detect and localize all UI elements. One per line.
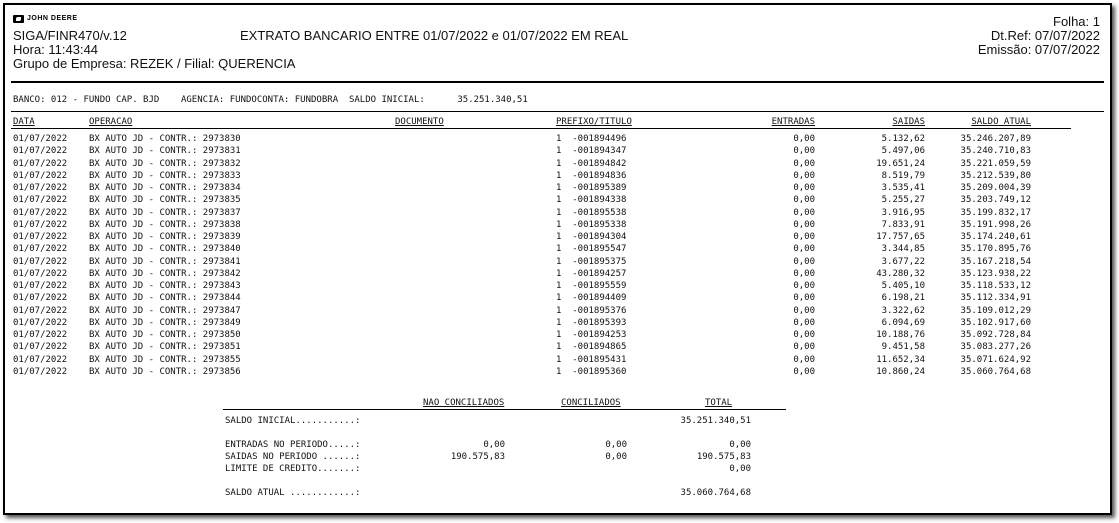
cell-entradas: 0,00 xyxy=(793,256,815,267)
summary-total: 0,00 xyxy=(729,440,751,450)
cell-data: 01/07/2022 xyxy=(13,146,68,157)
report-page xyxy=(3,3,1112,515)
cell-entradas: 0,00 xyxy=(793,317,815,328)
cell-entradas: 0,00 xyxy=(793,305,815,316)
cell-saldo: 35.060.764,68 xyxy=(960,366,1031,377)
page-number: Folha: 1 xyxy=(1053,14,1100,29)
cell-operacao: BX AUTO JD - CONTR.: 2973831 xyxy=(89,146,241,157)
summary-col-total: TOTAL xyxy=(705,398,733,408)
cell-operacao: BX AUTO JD - CONTR.: 2973830 xyxy=(89,134,241,144)
cell-saidas: 43.280,32 xyxy=(876,268,925,279)
cell-prefixo: 1 -001894304 xyxy=(556,232,627,242)
report-title: EXTRATO BANCARIO ENTRE 01/07/2022 e 01/07/2022 EM REAL xyxy=(240,28,629,43)
cell-entradas: 0,00 xyxy=(793,293,815,304)
summary-total: 190.575,83 xyxy=(696,452,751,462)
cell-saldo: 35.092.728,84 xyxy=(960,330,1031,340)
cell-saldo: 35.071.624,92 xyxy=(960,354,1031,365)
cell-operacao: BX AUTO JD - CONTR.: 2973835 xyxy=(89,195,241,206)
cell-saldo: 35.209.004,39 xyxy=(960,183,1031,193)
summary-label: LIMITE DE CREDITO.......: xyxy=(225,464,361,474)
cell-data: 01/07/2022 xyxy=(13,232,68,242)
cell-saldo: 35.221.059,59 xyxy=(960,158,1031,169)
cell-data: 01/07/2022 xyxy=(13,305,68,316)
summary-nao-conciliados: 0,00 xyxy=(483,440,505,450)
cell-operacao: BX AUTO JD - CONTR.: 2973851 xyxy=(89,342,241,353)
cell-data: 01/07/2022 xyxy=(13,281,68,291)
system-code: SIGA/FINR470/v.12 xyxy=(13,28,127,43)
cell-entradas: 0,00 xyxy=(793,219,815,230)
cell-prefixo: 1 -001894409 xyxy=(556,293,627,304)
cell-entradas: 0,00 xyxy=(793,146,815,157)
summary-conciliados: 0,00 xyxy=(605,452,627,462)
cell-saldo: 35.199.832,17 xyxy=(960,207,1031,218)
cell-saldo: 35.112.334,91 xyxy=(960,293,1031,304)
cell-operacao: BX AUTO JD - CONTR.: 2973849 xyxy=(89,317,241,328)
cell-saidas: 6.198,21 xyxy=(881,293,925,304)
summary-col-conciliados: CONCILIADOS xyxy=(561,398,621,408)
cell-prefixo: 1 -001894338 xyxy=(556,195,627,206)
cell-operacao: BX AUTO JD - CONTR.: 2973833 xyxy=(89,170,241,181)
col-prefixo: PREFIXO/TITULO xyxy=(556,117,632,127)
col-operacao: OPERACAO xyxy=(89,117,133,127)
cell-data: 01/07/2022 xyxy=(13,195,68,206)
cell-data: 01/07/2022 xyxy=(13,170,68,181)
cell-saldo: 35.109.012,29 xyxy=(960,305,1031,316)
cell-prefixo: 1 -001894347 xyxy=(556,146,627,157)
cell-saidas: 8.519,79 xyxy=(881,170,925,181)
cell-entradas: 0,00 xyxy=(793,183,815,193)
cell-saidas: 3.535,41 xyxy=(881,183,925,193)
cell-saldo: 35.240.710,83 xyxy=(960,146,1031,157)
cell-data: 01/07/2022 xyxy=(13,293,68,304)
cell-data: 01/07/2022 xyxy=(13,244,68,255)
cell-saldo: 35.246.207,89 xyxy=(960,134,1031,144)
cell-prefixo: 1 -001894836 xyxy=(556,170,627,181)
cell-saldo: 35.174.240,61 xyxy=(960,232,1031,242)
cell-prefixo: 1 -001895338 xyxy=(556,219,627,230)
cell-operacao: BX AUTO JD - CONTR.: 2973847 xyxy=(89,305,241,316)
cell-data: 01/07/2022 xyxy=(13,256,68,267)
cell-entradas: 0,00 xyxy=(793,342,815,353)
cell-entradas: 0,00 xyxy=(793,281,815,291)
cell-saldo: 35.191.998,26 xyxy=(960,219,1031,230)
reference-date: Dt.Ref: 07/07/2022 xyxy=(990,28,1100,43)
summary-label: SAIDAS NO PERIODO ......: xyxy=(225,452,361,462)
summary-label: SALDO ATUAL ............: xyxy=(225,488,361,498)
cell-entradas: 0,00 xyxy=(793,170,815,181)
cell-data: 01/07/2022 xyxy=(13,134,68,144)
cell-saidas: 3.677,22 xyxy=(881,256,925,267)
cell-prefixo: 1 -001894496 xyxy=(556,134,627,144)
cell-saldo: 35.170.895,76 xyxy=(960,244,1031,255)
cell-saidas: 19.651,24 xyxy=(876,158,925,169)
cell-entradas: 0,00 xyxy=(793,366,815,377)
deer-icon xyxy=(13,15,24,23)
cell-operacao: BX AUTO JD - CONTR.: 2973856 xyxy=(89,366,241,377)
cell-data: 01/07/2022 xyxy=(13,268,68,279)
cell-operacao: BX AUTO JD - CONTR.: 2973841 xyxy=(89,256,241,267)
cell-prefixo: 1 -001895547 xyxy=(556,244,627,255)
cell-saidas: 11.652,34 xyxy=(876,354,925,365)
cell-data: 01/07/2022 xyxy=(13,219,68,230)
cell-saidas: 10.860,24 xyxy=(876,366,925,377)
cell-saldo: 35.102.917,60 xyxy=(960,317,1031,328)
issue-date: Emissão: 07/07/2022 xyxy=(977,42,1100,57)
bank-divider xyxy=(11,111,1104,112)
cell-data: 01/07/2022 xyxy=(13,366,68,377)
cell-prefixo: 1 -001895360 xyxy=(556,366,627,377)
report-time: Hora: 11:43:44 xyxy=(13,42,99,57)
cell-entradas: 0,00 xyxy=(793,244,815,255)
cell-entradas: 0,00 xyxy=(793,158,815,169)
cell-data: 01/07/2022 xyxy=(13,354,68,365)
cell-entradas: 0,00 xyxy=(793,354,815,365)
summary-label: ENTRADAS NO PERIODO.....: xyxy=(225,440,361,450)
cell-saidas: 3.916,95 xyxy=(881,207,925,218)
col-entradas: ENTRADAS xyxy=(771,117,815,127)
cell-saidas: 6.094,69 xyxy=(881,317,925,328)
cell-data: 01/07/2022 xyxy=(13,207,68,218)
cell-saidas: 5.497,06 xyxy=(881,146,925,157)
header-divider xyxy=(11,81,1104,83)
cell-saidas: 10.188,76 xyxy=(876,330,925,340)
cell-prefixo: 1 -001894253 xyxy=(556,330,627,340)
cell-operacao: BX AUTO JD - CONTR.: 2973842 xyxy=(89,268,241,279)
cell-data: 01/07/2022 xyxy=(13,158,68,169)
summary-nao-conciliados: 190.575,83 xyxy=(450,452,505,462)
cell-entradas: 0,00 xyxy=(793,134,815,144)
summary-conciliados: 0,00 xyxy=(605,440,627,450)
logo-text: JOHN DEERE xyxy=(27,15,78,22)
table-header-divider xyxy=(11,128,1071,129)
cell-saldo: 35.167.218,54 xyxy=(960,256,1031,267)
cell-saidas: 7.833,91 xyxy=(881,219,925,230)
cell-prefixo: 1 -001895431 xyxy=(556,354,627,365)
cell-saidas: 5.405,10 xyxy=(881,281,925,291)
cell-saldo: 35.123.938,22 xyxy=(960,268,1031,279)
cell-operacao: BX AUTO JD - CONTR.: 2973850 xyxy=(89,330,241,340)
company-group: Grupo de Empresa: REZEK / Filial: QUERENCIA xyxy=(13,56,296,71)
cell-saldo: 35.203.749,12 xyxy=(960,195,1031,206)
cell-data: 01/07/2022 xyxy=(13,183,68,193)
cell-operacao: BX AUTO JD - CONTR.: 2973832 xyxy=(89,158,241,169)
cell-operacao: BX AUTO JD - CONTR.: 2973843 xyxy=(89,281,241,291)
cell-saldo: 35.118.533,12 xyxy=(960,281,1031,291)
cell-operacao: BX AUTO JD - CONTR.: 2973834 xyxy=(89,183,241,193)
cell-entradas: 0,00 xyxy=(793,268,815,279)
cell-operacao: BX AUTO JD - CONTR.: 2973837 xyxy=(89,207,241,218)
cell-saidas: 9.451,58 xyxy=(881,342,925,353)
cell-operacao: BX AUTO JD - CONTR.: 2973838 xyxy=(89,219,241,230)
cell-prefixo: 1 -001894842 xyxy=(556,158,627,169)
cell-entradas: 0,00 xyxy=(793,330,815,340)
cell-saidas: 5.132,62 xyxy=(881,134,925,144)
cell-entradas: 0,00 xyxy=(793,232,815,242)
john-deere-logo xyxy=(13,14,78,23)
cell-prefixo: 1 -001895389 xyxy=(556,183,627,193)
col-saidas: SAIDAS xyxy=(892,117,925,127)
cell-saidas: 17.757,65 xyxy=(876,232,925,242)
cell-data: 01/07/2022 xyxy=(13,317,68,328)
cell-prefixo: 1 -001895393 xyxy=(556,317,627,328)
summary-col-nao-conciliados: NAO CONCILIADOS xyxy=(423,398,505,408)
cell-saldo: 35.212.539,80 xyxy=(960,170,1031,181)
cell-prefixo: 1 -001895375 xyxy=(556,256,627,267)
cell-data: 01/07/2022 xyxy=(13,330,68,340)
summary-total: 35.251.340,51 xyxy=(680,416,751,426)
cell-entradas: 0,00 xyxy=(793,207,815,218)
cell-saidas: 3.344,85 xyxy=(881,244,925,255)
cell-prefixo: 1 -001895538 xyxy=(556,207,627,218)
cell-saidas: 3.322,62 xyxy=(881,305,925,316)
col-saldo-atual: SALDO ATUAL xyxy=(971,117,1031,127)
cell-prefixo: 1 -001894865 xyxy=(556,342,627,353)
summary-total: 0,00 xyxy=(729,464,751,474)
cell-prefixo: 1 -001895376 xyxy=(556,305,627,316)
cell-data: 01/07/2022 xyxy=(13,342,68,353)
cell-saidas: 5.255,27 xyxy=(881,195,925,206)
cell-saldo: 35.083.277,26 xyxy=(960,342,1031,353)
summary-divider xyxy=(223,409,786,410)
cell-operacao: BX AUTO JD - CONTR.: 2973839 xyxy=(89,232,241,242)
cell-operacao: BX AUTO JD - CONTR.: 2973855 xyxy=(89,354,241,365)
cell-prefixo: 1 -001895559 xyxy=(556,281,627,291)
col-data: DATA xyxy=(13,117,35,127)
bank-info-line: BANCO: 012 - FUNDO CAP. BJD AGENCIA: FUNDOCONTA: FUNDOBRA SALDO INICIAL: 35.251.340,51 xyxy=(13,95,528,105)
cell-operacao: BX AUTO JD - CONTR.: 2973840 xyxy=(89,244,241,255)
cell-entradas: 0,00 xyxy=(793,195,815,206)
cell-operacao: BX AUTO JD - CONTR.: 2973844 xyxy=(89,293,241,304)
summary-label: SALDO INICIAL...........: xyxy=(225,416,361,426)
cell-prefixo: 1 -001894257 xyxy=(556,268,627,279)
col-documento: DOCUMENTO xyxy=(395,117,444,127)
summary-total: 35.060.764,68 xyxy=(680,488,751,498)
